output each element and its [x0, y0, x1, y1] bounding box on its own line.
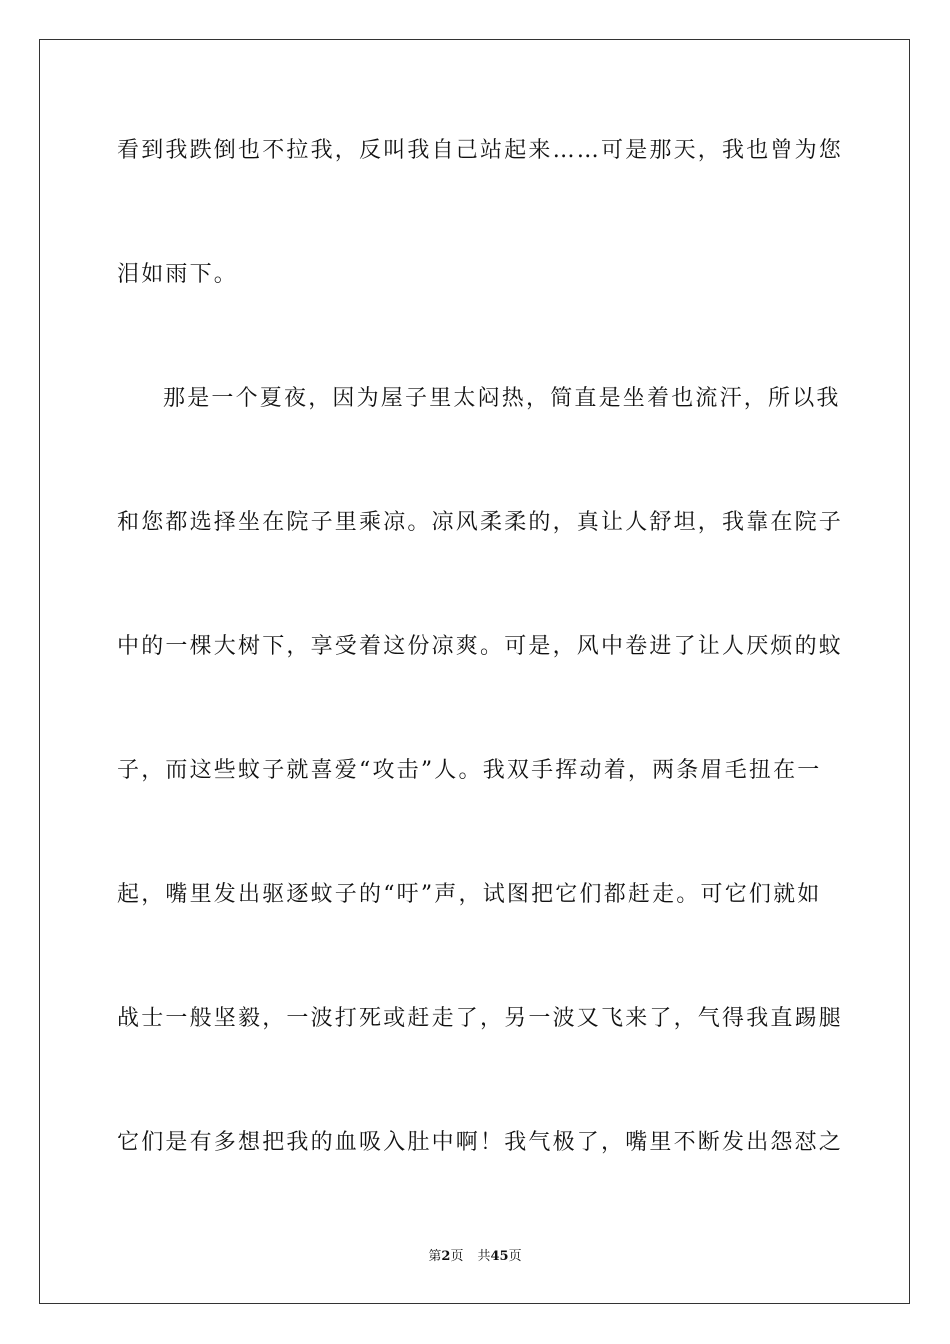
text-line-6: 子，而这些蚊子就喜爱“攻击”人。我双手挥动着，两条眉毛扭在一	[117, 758, 822, 783]
text-line-4: 和您都选择坐在院子里乘凉。凉风柔柔的，真让人舒坦，我靠在院子	[117, 510, 844, 535]
page-prefix: 第	[428, 1249, 442, 1264]
total-pages: 45	[490, 1249, 509, 1264]
text-line-8: 战士一般坚毅，一波打死或赶走了，另一波又飞来了，气得我直踢腿	[117, 1006, 844, 1031]
text-line-7: 起，嘴里发出驱逐蚊子的“吁”声，试图把它们都赶走。可它们就如	[117, 882, 822, 907]
text-line-5: 中的一棵大树下，享受着这份凉爽。可是，风中卷进了让人厌烦的蚊	[117, 634, 844, 659]
text-line-3: 那是一个夏夜，因为屋子里太闷热，简直是坐着也流汗，所以我	[163, 386, 841, 411]
page-number: 2	[441, 1249, 451, 1264]
text-line-1: 看到我跌倒也不拉我，反叫我自己站起来……可是那天，我也曾为您	[117, 138, 844, 163]
page-footer	[0, 1248, 950, 1266]
text-line-2: 泪如雨下。	[117, 262, 239, 287]
page-suffix: 页	[450, 1249, 464, 1264]
total-prefix: 共	[477, 1249, 491, 1264]
text-line-9: 它们是有多想把我的血吸入肚中啊！我气极了，嘴里不断发出怨怼之	[117, 1130, 844, 1155]
page-border	[39, 39, 910, 1304]
total-suffix: 页	[508, 1249, 522, 1264]
